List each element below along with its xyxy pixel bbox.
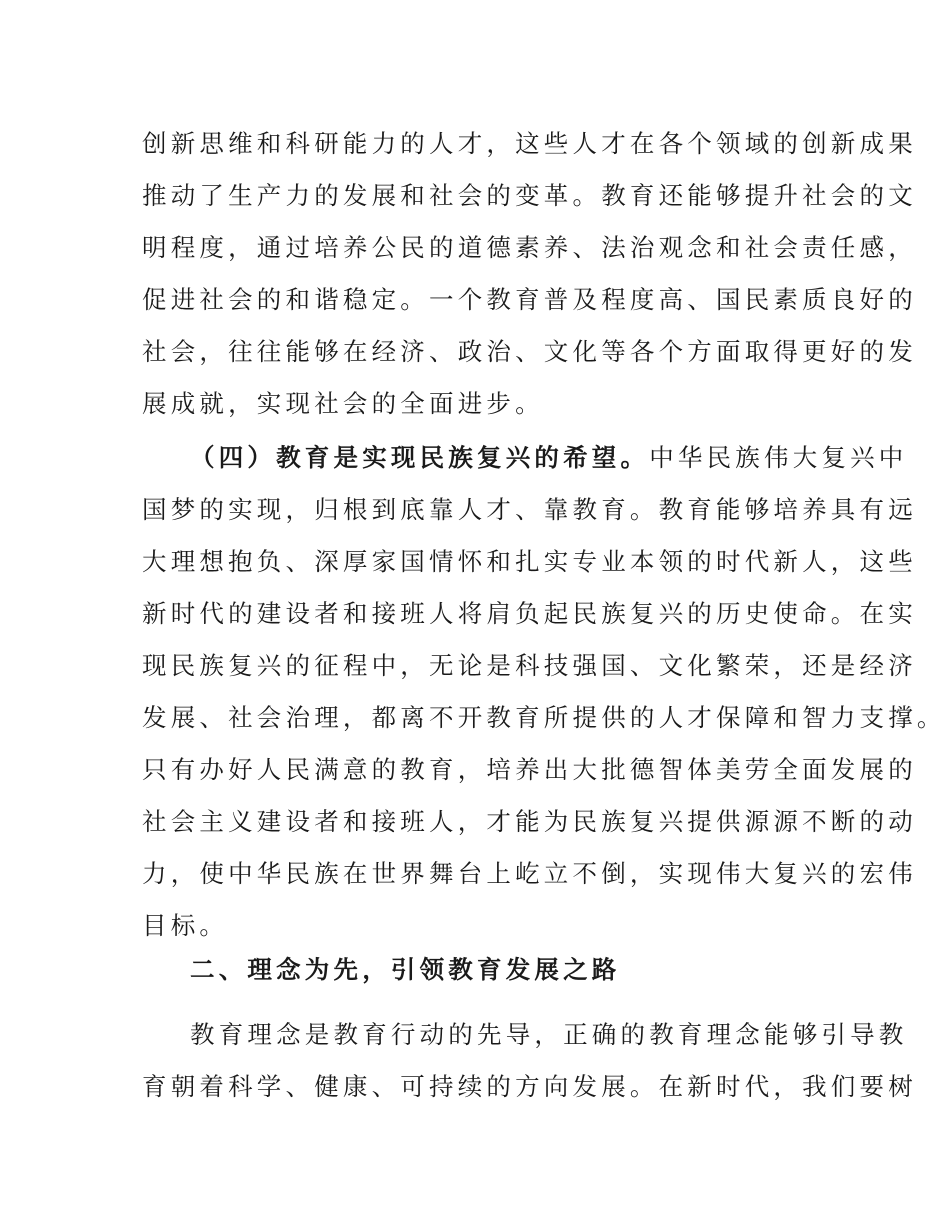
text-line-first: 教育理念是教育行动的先导，正确的教育理念能够引导教 <box>190 1020 908 1049</box>
paragraph-education-philosophy <box>142 1009 917 1113</box>
text-line: 明程度，通过培养公民的道德素养、法治观念和社会责任感， <box>142 233 917 262</box>
text-line: 社会，往往能够在经济、政治、文化等各个方面取得更好的发 <box>142 337 917 366</box>
section-heading-block <box>142 944 817 996</box>
paragraph-education-social-progress <box>142 118 917 430</box>
text-line: 创新思维和科研能力的人才，这些人才在各个领域的创新成果 <box>142 129 917 158</box>
text-line: 社会主义建设者和接班人，才能为民族复兴提供源源不断的动 <box>142 807 917 836</box>
text-line: 促进社会的和谐稳定。一个教育普及程度高、国民素质良好的 <box>142 285 917 314</box>
text-line: 育朝着科学、健康、可持续的方向发展。在新时代，我们要树 <box>142 1072 917 1101</box>
text-line: 推动了生产力的发展和社会的变革。教育还能够提升社会的文 <box>142 181 917 210</box>
text-line: 国梦的实现，归根到底靠人才、靠教育。教育能够培养具有远 <box>142 495 917 524</box>
section-heading: 二、理念为先，引领教育发展之路 <box>190 955 621 984</box>
text-line: 新时代的建设者和接班人将肩负起民族复兴的历史使命。在实 <box>142 599 917 628</box>
text-line: 展成就，实现社会的全面进步。 <box>142 389 544 418</box>
text-line: 只有办好人民满意的教育，培养出大批德智体美劳全面发展的 <box>142 755 917 784</box>
paragraph-national-rejuvenation <box>142 432 946 952</box>
text-line: 发展、社会治理，都离不开教育所提供的人才保障和智力支撑。 <box>142 703 946 732</box>
subsection-heading: （四）教育是实现民族复兴的希望。 <box>190 443 650 472</box>
text-line-first <box>142 432 908 484</box>
text-line: 现民族复兴的征程中，无论是科技强国、文化繁荣，还是经济 <box>142 651 917 680</box>
text-line: 大理想抱负、深厚家国情怀和扎实专业本领的时代新人，这些 <box>142 547 917 576</box>
text-line: 目标。 <box>142 911 229 940</box>
text-line: 力，使中华民族在世界舞台上屹立不倒，实现伟大复兴的宏伟 <box>142 859 917 888</box>
text-run: 中华民族伟大复兴中 <box>649 443 908 472</box>
